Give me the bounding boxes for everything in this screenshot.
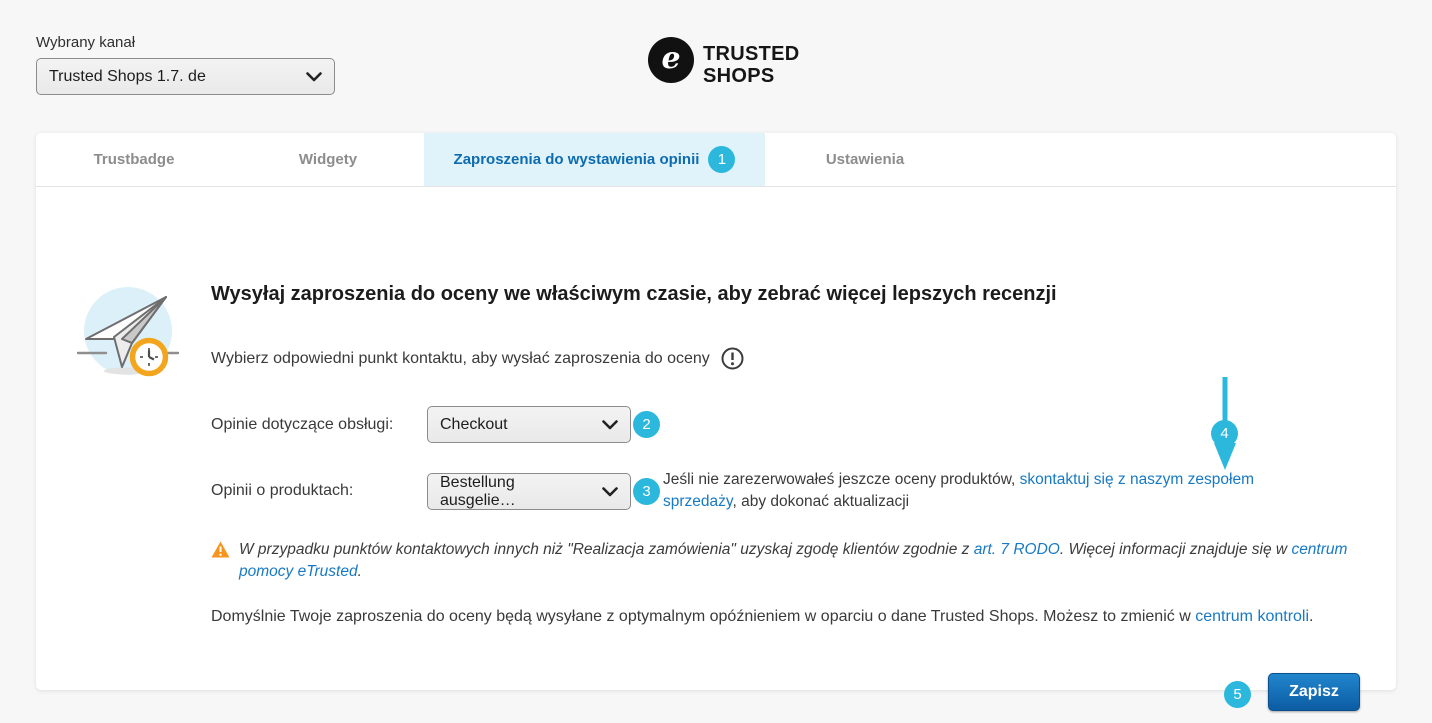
step-badge-2: 2 xyxy=(633,411,660,438)
warning-triangle-icon xyxy=(211,541,230,558)
tab-widgets[interactable]: Widgety xyxy=(298,151,358,168)
trusted-shops-logo-icon: e xyxy=(648,37,694,83)
info-exclamation-icon xyxy=(721,347,744,370)
product-reviews-note: Jeśli nie zarezerwowałeś jeszcze oceny produktów, skontaktuj się z naszym zespołem sprzedaży, aby dokonać aktualizacji xyxy=(663,471,1254,510)
tab-review-invitations[interactable]: Zaproszenia do wystawienia opinii 1 xyxy=(424,133,765,186)
trusted-shops-logo-text: TRUSTED SHOPS xyxy=(703,43,800,87)
step-badge-1: 1 xyxy=(708,146,735,173)
step-badge-5: 5 xyxy=(1224,681,1251,708)
chevron-down-icon xyxy=(306,72,322,82)
trusted-shops-logo xyxy=(648,37,800,87)
chevron-down-icon xyxy=(602,487,618,497)
settings-card xyxy=(36,133,1396,703)
save-button[interactable]: Zapisz xyxy=(1268,673,1360,711)
channel-select[interactable] xyxy=(36,58,335,95)
consent-warning xyxy=(211,539,1351,583)
subtitle: Wybierz odpowiedni punkt kontaktu, aby wysłać zaproszenia do oceny xyxy=(211,347,744,370)
channel-label: Wybrany kanał xyxy=(36,34,136,51)
service-reviews-label: Opinie dotyczące obsługi: xyxy=(211,416,394,433)
delay-info-text: Domyślnie Twoje zaproszenia do oceny będą wysyłane z optymalnym opóźnieniem w oparciu o dane Trusted Shops. Możesz to zmienić w centrum kontroli. xyxy=(211,608,1314,625)
paper-plane-illustration xyxy=(76,281,180,385)
product-touchpoint-select[interactable]: Bestellung ausgelie… xyxy=(427,473,631,510)
step-badge-3: 3 xyxy=(633,478,660,505)
etrusted-help-center-link[interactable]: centrum pomocy eTrusted xyxy=(239,541,1348,580)
consent-warning-text: W przypadku punktów kontaktowych innych niż "Realizacja zamówienia" uzyskaj zgodę klientów zgodnie z art. 7 RODO. Więcej informacji znajduje się w centrum pomocy eTrusted. xyxy=(239,541,1348,580)
step-badge-4: 4 xyxy=(1211,420,1238,447)
gdpr-article-link[interactable]: art. 7 RODO xyxy=(973,541,1060,558)
tab-settings[interactable]: Ustawienia xyxy=(825,151,905,168)
tab-bar xyxy=(36,133,1396,187)
channel-selector xyxy=(36,34,335,95)
tab-trustbadge[interactable]: Trustbadge xyxy=(93,151,175,168)
tab-content xyxy=(36,188,1396,703)
page-title: Wysyłaj zaproszenia do oceny we właściwym czasie, aby zebrać więcej lepszych recenzji xyxy=(211,283,1057,305)
product-reviews-label: Opinii o produktach: xyxy=(211,482,354,499)
channel-select-value: Trusted Shops 1.7. de xyxy=(49,67,206,85)
control-center-link[interactable]: centrum kontroli xyxy=(1195,608,1310,625)
service-touchpoint-select[interactable]: Checkout xyxy=(427,406,631,443)
chevron-down-icon xyxy=(602,420,618,430)
sales-team-link[interactable]: skontaktuj się z naszym zespołem sprzedaży xyxy=(663,471,1254,510)
